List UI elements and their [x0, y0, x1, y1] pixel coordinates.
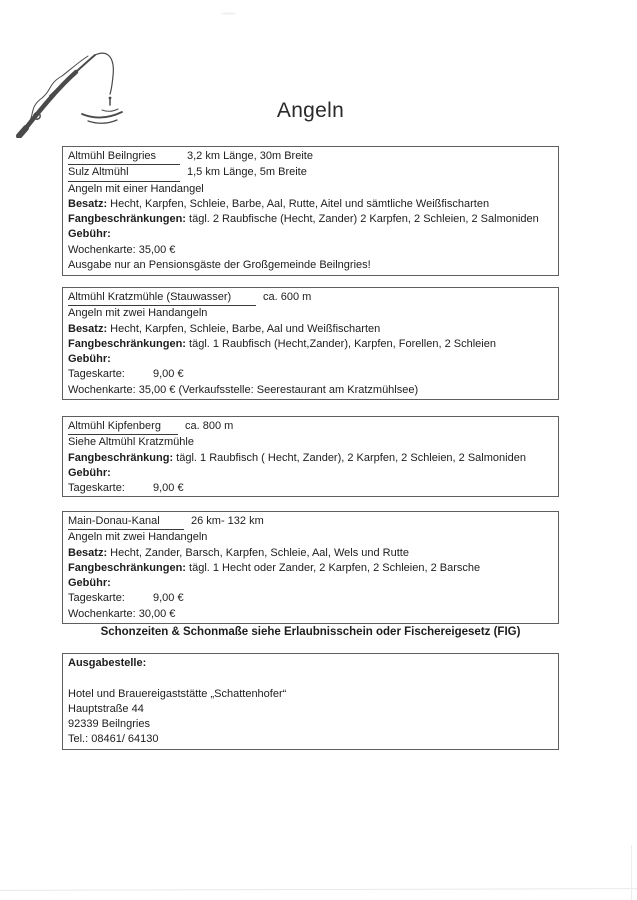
season-rules-note: Schonzeiten & Schonmaße siehe Erlaubnisschein oder Fischereigesetz (FIG)	[100, 626, 521, 638]
field-label: Besatz:	[68, 197, 108, 210]
scan-artifact-line	[631, 845, 632, 900]
text-line: Angeln mit einer Handangel	[68, 182, 204, 195]
info-box-altmuehl-kipfenberg	[62, 416, 559, 497]
water-heading-line	[68, 165, 553, 181]
price-label: Tageskarte:	[68, 368, 125, 381]
water-dimensions: ca. 600 m	[263, 291, 312, 303]
detail-line: Fangbeschränkungen: tägl. 2 Raubfische (Hecht, Zander) 2 Karpfen, 2 Schleien, 2 Salmoniden	[68, 213, 539, 226]
field-label: Besatz:	[68, 546, 108, 559]
blank-line	[68, 671, 553, 686]
field-label: Besatz:	[68, 322, 108, 335]
text-line: 92339 Beilngries	[68, 718, 150, 731]
price-line	[68, 481, 553, 496]
text-line: Wochenkarte: 35,00 € (Verkaufsstelle: Seerestaurant am Kratzmühlsee)	[68, 383, 419, 396]
detail-line: Besatz: Hecht, Karpfen, Schleie, Barbe, Aal und Weißfischarten	[68, 322, 381, 335]
detail-line: Besatz: Hecht, Karpfen, Schleie, Barbe, Aal, Rutte, Aitel und sämtliche Weißfischarten	[68, 197, 490, 210]
text-line: Ausgabe nur an Pensionsgäste der Großgemeinde Beilngries!	[68, 259, 371, 272]
water-name: Main-Donau-Kanal	[68, 514, 184, 530]
text-line: Angeln mit zwei Handangeln	[68, 307, 208, 320]
field-label: Fangbeschränkungen:	[68, 213, 186, 226]
water-name: Altmühl Kipfenberg	[68, 419, 178, 435]
scan-artifact-line	[0, 888, 637, 891]
price-line	[68, 591, 553, 606]
field-label: Fangbeschränkungen:	[68, 561, 186, 574]
text-line: Tel.: 08461/ 64130	[68, 733, 159, 746]
price-value: 9,00 €	[153, 482, 184, 495]
water-dimensions: ca. 800 m	[185, 420, 234, 432]
info-box-altmuehl-kratzmuehle	[62, 287, 559, 400]
price-label: Tageskarte:	[68, 482, 125, 495]
text-line: Hotel und Brauereigaststätte „Schattenhofer“	[68, 687, 287, 700]
bold-label-line: Gebühr:	[68, 466, 111, 479]
water-heading-line	[68, 514, 553, 530]
field-label: Fangbeschränkung:	[68, 451, 174, 464]
water-dimensions: 26 km- 132 km	[191, 515, 264, 527]
detail-line: Fangbeschränkungen: tägl. 1 Hecht oder Zander, 2 Karpfen, 2 Schleien, 2 Barsche	[68, 561, 481, 574]
text-line: Wochenkarte: 35,00 €	[68, 243, 176, 256]
water-name: Sulz Altmühl	[68, 165, 180, 181]
bold-label-line: Ausgabestelle:	[68, 657, 147, 669]
price-value: 9,00 €	[153, 368, 184, 381]
water-heading-line	[68, 419, 553, 435]
water-heading-line	[68, 290, 553, 306]
bold-label-line: Gebühr:	[68, 228, 111, 241]
water-name: Altmühl Kratzmühle (Stauwasser)	[68, 290, 256, 306]
price-value: 9,00 €	[153, 592, 184, 605]
text-line: Wochenkarte: 30,00 €	[68, 607, 176, 620]
bold-label-line: Gebühr:	[68, 577, 111, 590]
text-line: Angeln mit zwei Handangeln	[68, 531, 208, 544]
water-dimensions: 3,2 km Länge, 30m Breite	[187, 150, 313, 162]
text-line: Siehe Altmühl Kratzmühle	[68, 436, 194, 449]
price-line	[68, 367, 553, 382]
water-heading-line	[68, 149, 553, 165]
page-title: Angeln	[276, 99, 345, 122]
water-dimensions: 1,5 km Länge, 5m Breite	[187, 166, 307, 179]
water-name: Altmühl Beilngries	[68, 149, 180, 165]
detail-line: Besatz: Hecht, Zander, Barsch, Karpfen, Schleie, Aal, Wels und Rutte	[68, 546, 409, 559]
bold-label-line: Gebühr:	[68, 353, 111, 366]
detail-line: Fangbeschränkungen: tägl. 1 Raubfisch (Hecht,Zander), Karpfen, Forellen, 2 Schleien	[68, 337, 496, 350]
scan-artifact-smudge	[221, 12, 236, 15]
field-label: Fangbeschränkungen:	[68, 337, 186, 350]
price-label: Tageskarte:	[68, 592, 125, 605]
text-line: Hauptstraße 44	[68, 702, 144, 715]
info-box-main-donau-kanal	[62, 511, 559, 624]
info-box-ausgabestelle	[62, 653, 559, 750]
detail-line: Fangbeschränkung: tägl. 1 Raubfisch ( Hecht, Zander), 2 Karpfen, 2 Schleien, 2 Salmoniden	[68, 451, 526, 464]
info-box-altmuehl-beilngries	[62, 146, 559, 276]
